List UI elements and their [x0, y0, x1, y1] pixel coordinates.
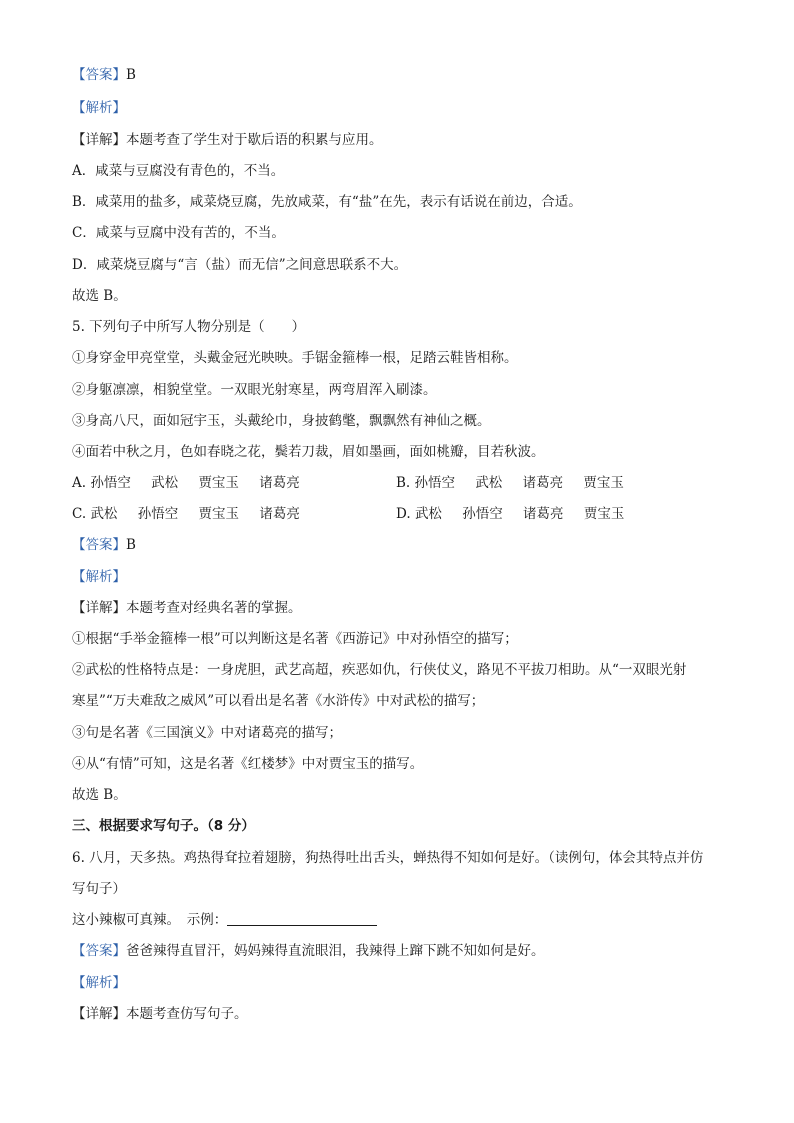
detail-text: 本题考查了学生对于歇后语的积累与应用。: [126, 132, 383, 148]
option-name: 诸葛亮: [522, 475, 564, 491]
option-name: 武松: [414, 506, 442, 522]
answer-tag: 【答案】: [72, 67, 126, 83]
analysis-tag: 【解析】: [72, 569, 126, 585]
option-explain-c: C．咸菜与豆腐中没有苦的，不当。: [72, 225, 285, 241]
analysis-tag: 【解析】: [72, 100, 126, 116]
option-name: 武松: [475, 475, 503, 491]
detail-line-2: [72, 598, 734, 618]
option-name: 孙悟空: [137, 506, 179, 522]
answer-line-3: [72, 941, 734, 961]
prompt-text: 这小辣椒可真辣。 示例：: [72, 912, 228, 928]
q5-sentence-2: ②身躯凛凛，相貌堂堂。一双眼光射寒星，两弯眉浑入刷漆。: [72, 382, 437, 398]
option-explain-d: D．咸菜烧豆腐与“言（盐）而无信”之间意思联系不大。: [72, 257, 408, 273]
analysis-tag: 【解析】: [72, 975, 126, 991]
answer-line-2: [72, 535, 734, 555]
option-explain-a: A．咸菜与豆腐没有青色的，不当。: [72, 163, 285, 179]
detail-line-3: [72, 1004, 734, 1024]
detail-tag: 【详解】: [72, 1006, 126, 1022]
q5-option-a: [72, 473, 300, 493]
q5-sentence-1: ①身穿金甲亮堂堂，头戴金冠光映映。手锯金箍棒一根，足踏云鞋皆相称。: [72, 350, 518, 366]
detail-text: 本题考查仿写句子。: [126, 1006, 248, 1022]
section-3-heading: 三、根据要求写句子。（8 分）: [72, 818, 255, 834]
option-name: 孙悟空: [414, 475, 456, 491]
q5-sentence-4: ④面若中秋之月，色如春晓之花，鬓若刀裁，眉如墨画，面如桃瓣，目若秋波。: [72, 444, 545, 460]
option-name: 贾宝玉: [198, 506, 240, 522]
answer-value: B: [126, 537, 136, 553]
detail-text: 本题考查对经典名著的掌握。: [126, 600, 302, 616]
detail-line-1: [72, 130, 734, 150]
option-name: 武松: [90, 506, 118, 522]
q5-option-b: [396, 473, 624, 493]
detail-tag: 【详解】: [72, 132, 126, 148]
question-6-stem-2: 写句子）: [72, 881, 126, 897]
option-name: 武松: [151, 475, 179, 491]
conclusion-line-2: 故选 B。: [72, 787, 127, 803]
analysis-line-2: [72, 567, 734, 587]
answer-blank[interactable]: [227, 911, 377, 926]
question-6-prompt: [72, 910, 734, 930]
question-6-stem-1: 6. 八月，天多热。鸡热得耷拉着翅膀，狗热得吐出舌头，蝉热得不知如何是好。（读例句，体会其特点并仿: [72, 850, 704, 866]
option-name: 孙悟空: [90, 475, 131, 491]
option-label: B.: [396, 475, 411, 491]
analysis-line-1: [72, 98, 734, 118]
option-name: 贾宝玉: [583, 475, 624, 491]
answer-tag: 【答案】: [72, 943, 126, 959]
option-name: 诸葛亮: [259, 475, 300, 491]
answer-tag: 【答案】: [72, 537, 126, 553]
option-label: A.: [72, 475, 87, 491]
option-label: C.: [72, 506, 87, 522]
q5-option-c: [72, 504, 300, 524]
q5-sentence-3: ③身高八尺，面如冠宇玉，头戴纶巾，身披鹤氅，飘飘然有神仙之概。: [72, 413, 491, 429]
answer-text: 爸爸辣得直冒汗，妈妈辣得直流眼泪，我辣得上蹿下跳不知如何是好。: [126, 943, 545, 959]
option-name: 孙悟空: [462, 506, 503, 522]
q5-option-d: [396, 504, 624, 524]
answer-line-1: [72, 65, 734, 85]
q5-explain-4: ④从“有情”可知，这是名著《红楼梦》中对贾宝玉的描写。: [72, 756, 424, 772]
option-name: 贾宝玉: [583, 506, 625, 522]
option-name: 诸葛亮: [523, 506, 564, 522]
detail-tag: 【详解】: [72, 600, 126, 616]
option-name: 贾宝玉: [198, 475, 239, 491]
option-explain-b: B．咸菜用的盐多，咸菜烧豆腐，先放咸菜，有“盐”在先，表示有话说在前边，合适。: [72, 194, 582, 210]
analysis-line-3: [72, 973, 734, 993]
q5-explain-1: ①根据“手举金箍棒一根”可以判断这是名著《西游记》中对孙悟空的描写；: [72, 631, 518, 647]
q5-explain-2b: 寒星”“万夫难敌之威风”可以看出是名著《水浒传》中对武松的描写；: [72, 693, 485, 709]
conclusion-line-1: 故选 B。: [72, 288, 127, 304]
option-name: 诸葛亮: [259, 506, 300, 522]
option-label: D.: [396, 506, 411, 522]
answer-value: B: [126, 67, 136, 83]
q5-explain-2: ②武松的性格特点是：一身虎胆，武艺高超，疾恶如仇，行侠仗义，路见不平拔刀相助。从“一双眼光射: [72, 662, 687, 678]
q5-explain-3: ③句是名著《三国演义》中对诸葛亮的描写；: [72, 725, 342, 741]
question-5-stem: 5. 下列句子中所写人物分别是（ ）: [72, 319, 306, 335]
